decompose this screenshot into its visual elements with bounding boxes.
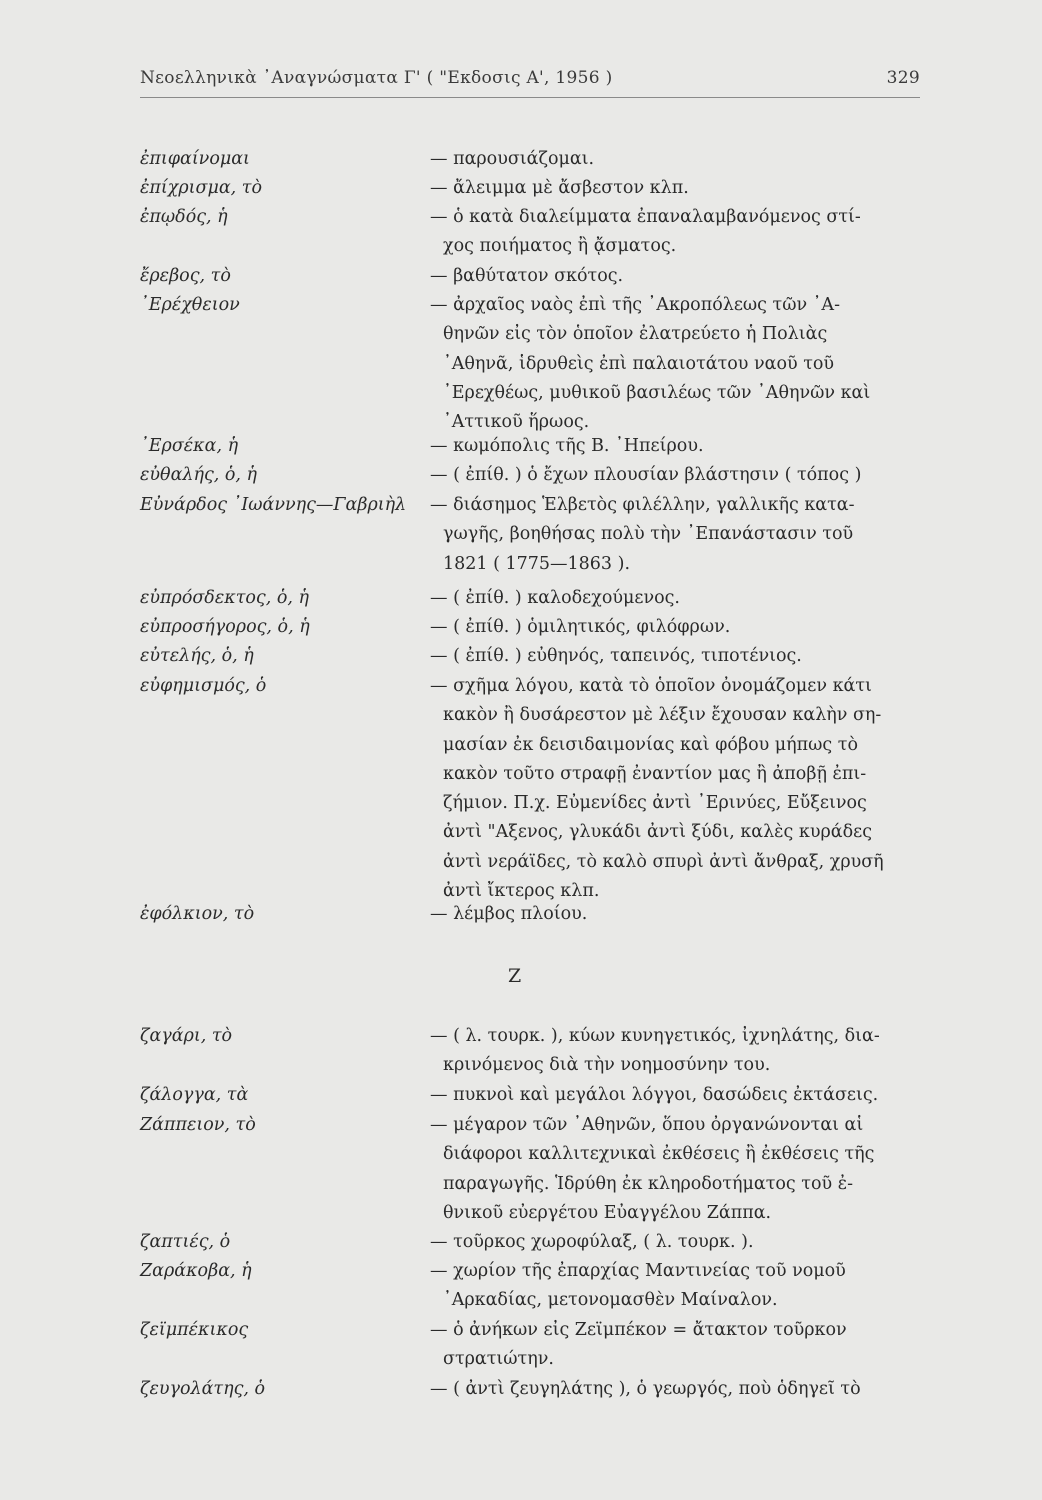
definition-line: στρατιώτην. (443, 1349, 554, 1370)
definition-line: — βαθύτατον σκότος. (430, 266, 624, 286)
headword: εὐφημισμός, ὁ (140, 676, 267, 696)
running-header (140, 68, 920, 88)
headword: ᾿Ερσέκα, ἡ (140, 436, 239, 456)
definition (430, 584, 920, 613)
section-letter: Ζ (508, 965, 522, 987)
definition (430, 1375, 920, 1404)
definition (430, 1316, 920, 1375)
book-title: Νεοελληνικὰ ᾿Αναγνώσματα Γ' ( "Εκδοσις Α', 1956 ) (140, 68, 613, 88)
headword: ἔρεβος, τὸ (140, 266, 231, 286)
headword: ζαγάρι, τὸ (140, 1026, 233, 1046)
definition-line: κακὸν τοῦτο στραφῇ ἐναντίον μας ἢ ἀποβῇ ἐπι- (443, 763, 867, 784)
definition-line: ᾿Αθηνᾶ, ἱδρυθεὶς ἐπὶ παλαιοτάτου ναοῦ τοῦ (443, 353, 835, 374)
definition (430, 262, 920, 291)
definition-line: — ἄλειμμα μὲ ἄσβεστον κλπ. (430, 178, 689, 198)
definition-line: — ὁ ἀνήκων εἰς Ζεϊμπέκον = ἄτακτον τοῦρκον (430, 1320, 847, 1340)
definition-line: ᾿Ερεχθέως, μυθικοῦ βασιλέως τῶν ᾿Αθηνῶν καὶ (443, 382, 871, 403)
definition (430, 613, 920, 642)
definition (430, 1022, 920, 1081)
headword: εὐπρόσδεκτος, ὁ, ἡ (140, 588, 309, 608)
definition-line: θηνῶν εἰς τὸν ὁποῖον ἐλατρεύετο ἡ Πολιὰς (443, 324, 828, 345)
definition-line: παραγωγῆς. Ἱδρύθη ἐκ κληροδοτήματος τοῦ ἐ- (443, 1173, 853, 1194)
definition (430, 491, 920, 579)
definition (430, 900, 920, 929)
definition-line: — ( ἀντὶ ζευγηλάτης ), ὁ γεωργός, ποὺ ὁδηγεῖ τὸ (430, 1379, 861, 1399)
headword: ἐπιφαίνομαι (140, 149, 250, 169)
definition-line: ἀντὶ νεράϊδες, τὸ καλὸ σπυρὶ ἀντὶ ἄνθραξ, χρυσῆ (443, 851, 884, 872)
definition-line: — διάσημος Ἑλβετὸς φιλέλλην, γαλλικῆς κατα- (430, 495, 855, 515)
definition (430, 291, 920, 437)
definition (430, 672, 920, 906)
definition-line: — κωμόπολις τῆς Β. ᾿Ηπείρου. (430, 436, 704, 456)
definition-line: — μέγαρον τῶν ᾿Αθηνῶν, ὅπου ὀργανώνονται αἱ (430, 1115, 864, 1135)
definition-line: χος ποιήματος ἢ ᾄσματος. (443, 236, 677, 257)
definition (430, 145, 920, 174)
definition-line: — ( ἐπίθ. ) ὁμιλητικός, φιλόφρων. (430, 617, 731, 637)
definition-line: κακὸν ἢ δυσάρεστον μὲ λέξιν ἔχουσαν καλὴν ση- (443, 705, 882, 726)
headword: ἐπῳδός, ἡ (140, 207, 228, 227)
definition (430, 1081, 920, 1110)
definition-line: — ( λ. τουρκ. ), κύων κυνηγετικός, ἰχνηλάτης, δια- (430, 1026, 880, 1046)
headword: ἐφόλκιον, τὸ (140, 904, 255, 924)
headword: εὐτελής, ὁ, ἡ (140, 646, 254, 666)
definition-line: ζήμιον. Π.χ. Εὐμενίδες ἀντὶ ᾿Ερινύες, Εὔξεινος (443, 793, 867, 814)
definition (430, 461, 920, 490)
definition (430, 203, 920, 262)
headword: Ζαράκοβα, ἡ (140, 1261, 252, 1281)
headword: ζάλογγα, τὰ (140, 1085, 249, 1105)
headword: Εὐνάρδος ᾿Ιωάννης—Γαβριὴλ (140, 495, 407, 515)
definition-line: ἀντὶ ἴκτερος κλπ. (443, 881, 600, 902)
definition-line: ᾿Αρκαδίας, μετονομασθὲν Μαίναλον. (443, 1290, 778, 1311)
definition-line: — ὁ κατὰ διαλείμματα ἐπαναλαμβανόμενος στί- (430, 207, 861, 227)
definition (430, 1257, 920, 1316)
definition-line: γωγῆς, βοηθήσας πολὺ τὴν ᾿Επανάστασιν τοῦ (443, 524, 854, 545)
definition-line: — ( ἐπίθ. ) εὐθηνός, ταπεινός, τιποτένιος. (430, 646, 802, 666)
definition-line: — τοῦρκος χωροφύλαξ, ( λ. τουρκ. ). (430, 1232, 754, 1252)
definition-line: — παρουσιάζομαι. (430, 149, 595, 169)
definition-line: ᾿Αττικοῦ ἥρωος. (443, 412, 590, 433)
definition (430, 1111, 920, 1228)
headword: ζεϊμπέκικος (140, 1320, 249, 1340)
headword: ᾿Ερέχθειον (140, 295, 240, 315)
page-number: 329 (886, 68, 920, 88)
headword: εὐθαλής, ὁ, ἡ (140, 465, 258, 485)
headword: εὐπροσήγορος, ὁ, ἡ (140, 617, 310, 637)
definition-line: 1821 ( 1775—1863 ). (443, 553, 631, 574)
header-rule (140, 97, 920, 98)
definition-line: θνικοῦ εὐεργέτου Εὐαγγέλου Ζάππα. (443, 1202, 772, 1223)
headword: Ζάππειον, τὸ (140, 1115, 256, 1135)
definition-line: — ἀρχαῖος ναὸς ἐπὶ τῆς ᾿Ακροπόλεως τῶν ᾿Α- (430, 295, 840, 315)
definition-line: — ( ἐπίθ. ) ὁ ἔχων πλουσίαν βλάστησιν ( τόπος ) (430, 465, 862, 485)
headword: ζαπτιές, ὁ (140, 1232, 231, 1252)
definition-line: — πυκνοὶ καὶ μεγάλοι λόγγοι, δασώδεις ἐκτάσεις. (430, 1085, 879, 1105)
definition-line: διάφοροι καλλιτεχνικαὶ ἐκθέσεις ἢ ἐκθέσεις τῆς (443, 1144, 875, 1165)
definition (430, 432, 920, 461)
definition-line: κρινόμενος διὰ τὴν νοημοσύνην του. (443, 1055, 771, 1076)
headword: ἐπίχρισμα, τὸ (140, 178, 262, 198)
definition (430, 642, 920, 671)
headword: ζευγολάτης, ὁ (140, 1379, 266, 1399)
definition-line: — ( ἐπίθ. ) καλοδεχούμενος. (430, 588, 680, 608)
definition (430, 174, 920, 203)
definition-line: ἀντὶ "Αξενος, γλυκάδι ἀντὶ ξύδι, καλὲς κυράδες (443, 822, 873, 843)
definition (430, 1228, 920, 1257)
definition-line: — λέμβος πλοίου. (430, 904, 588, 924)
definition-line: — σχῆμα λόγου, κατὰ τὸ ὁποῖον ὀνομάζομεν κάτι (430, 676, 872, 696)
definition-line: — χωρίον τῆς ἐπαρχίας Μαντινείας τοῦ νομοῦ (430, 1261, 846, 1281)
definition-line: μασίαν ἐκ δεισιδαιμονίας καὶ φόβου μήπως τὸ (443, 734, 859, 755)
